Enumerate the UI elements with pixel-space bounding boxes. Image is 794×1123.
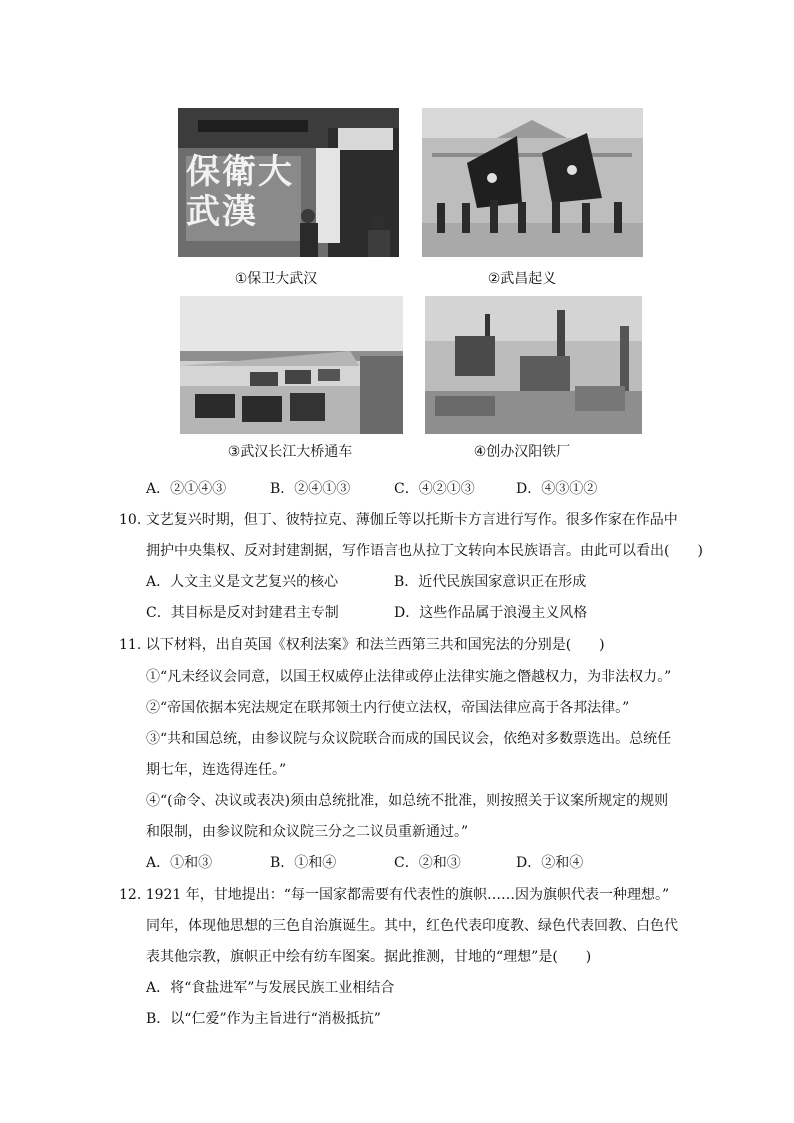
q12-option-b: B．以“仁爱”作为主旨进行“消极抵抗”	[146, 1011, 381, 1027]
photo-wuchang-uprising	[422, 108, 643, 257]
q9-option-b: B．②④①③	[270, 481, 351, 497]
caption-1: ①保卫大武汉	[234, 271, 318, 287]
q9-option-d: D．④③①②	[516, 481, 598, 497]
q10-option-c: C．其目标是反对封建君主专制	[146, 605, 339, 621]
q10-option-a: A．人文主义是文艺复兴的核心	[146, 574, 339, 590]
q11-material-4b: 和限制，由参议院和众议院三分之二议员重新通过。”	[146, 824, 469, 840]
q11-stem: 11. 以下材料，出自英国《权利法案》和法兰西第三共和国宪法的分别是( )	[119, 637, 605, 653]
q11-material-4a: ④“(命令、决议或表决)须由总统批准，如总统不批准，则按照关于议案所规定的规则	[146, 793, 669, 809]
q12-stem-line-3: 表其他宗教，旗帜正中绘有纺车图案。据此推测，甘地的“理想”是( )	[146, 949, 592, 965]
photo-wuhan-bridge	[180, 296, 403, 434]
q9-option-a: A．②①④③	[146, 481, 227, 497]
q11-material-3a: ③“共和国总统，由参议院与众议院联合而成的国民议会，依绝对多数票选出。总统任	[146, 731, 672, 747]
photo-wuhan-bridge-art	[180, 296, 403, 434]
photo-hanyang-ironworks	[425, 296, 642, 434]
q12-stem-line-2: 同年，体现他思想的三色自治旗诞生。其中，红色代表印度教、绿色代表回教、白色代	[146, 918, 678, 934]
photo-hanyang-ironworks-art	[425, 296, 642, 434]
q11-option-d: D．②和④	[516, 855, 584, 871]
q11-material-3b: 期七年，连选得连任。”	[146, 762, 287, 778]
q11-option-b: B．①和④	[270, 855, 337, 871]
q9-option-c: C．④②①③	[394, 481, 475, 497]
q11-material-2: ②“帝国依据本宪法规定在联邦领土内行使立法权，帝国法律应高于各邦法律。”	[146, 700, 630, 716]
q12-stem-line-1: 12. 1921 年，甘地提出：“每一国家都需要有代表性的旗帜……因为旗帜代表一种理想。”	[119, 887, 670, 903]
photo-defend-wuhan	[178, 108, 399, 257]
caption-2: ②武昌起义	[487, 271, 557, 287]
q10-stem-line-2: 拥护中央集权、反对封建割据，写作语言也从拉丁文转向本民族语言。由此可以看出( )	[146, 543, 703, 559]
q12-option-a: A．将“食盐进军”与发展民族工业相结合	[146, 980, 395, 996]
q11-material-1: ①“凡未经议会同意，以国王权威停止法律或停止法律实施之僭越权力，为非法权力。”	[146, 669, 672, 685]
q11-option-a: A．①和③	[146, 855, 213, 871]
caption-4: ④创办汉阳铁厂	[473, 444, 571, 460]
q10-option-d: D．这些作品属于浪漫主义风格	[394, 605, 588, 621]
q10-stem-line-1: 10. 文艺复兴时期，但丁、彼特拉克、薄伽丘等以托斯卡方言进行写作。很多作家在作品中	[119, 512, 678, 528]
caption-3: ③武汉长江大桥通车	[227, 444, 353, 460]
photo-sign-text: 保衛大武漢	[186, 152, 294, 232]
photo-wuchang-uprising-art	[422, 108, 643, 257]
q10-option-b: B．近代民族国家意识正在形成	[394, 574, 587, 590]
q11-option-c: C．②和③	[394, 855, 461, 871]
